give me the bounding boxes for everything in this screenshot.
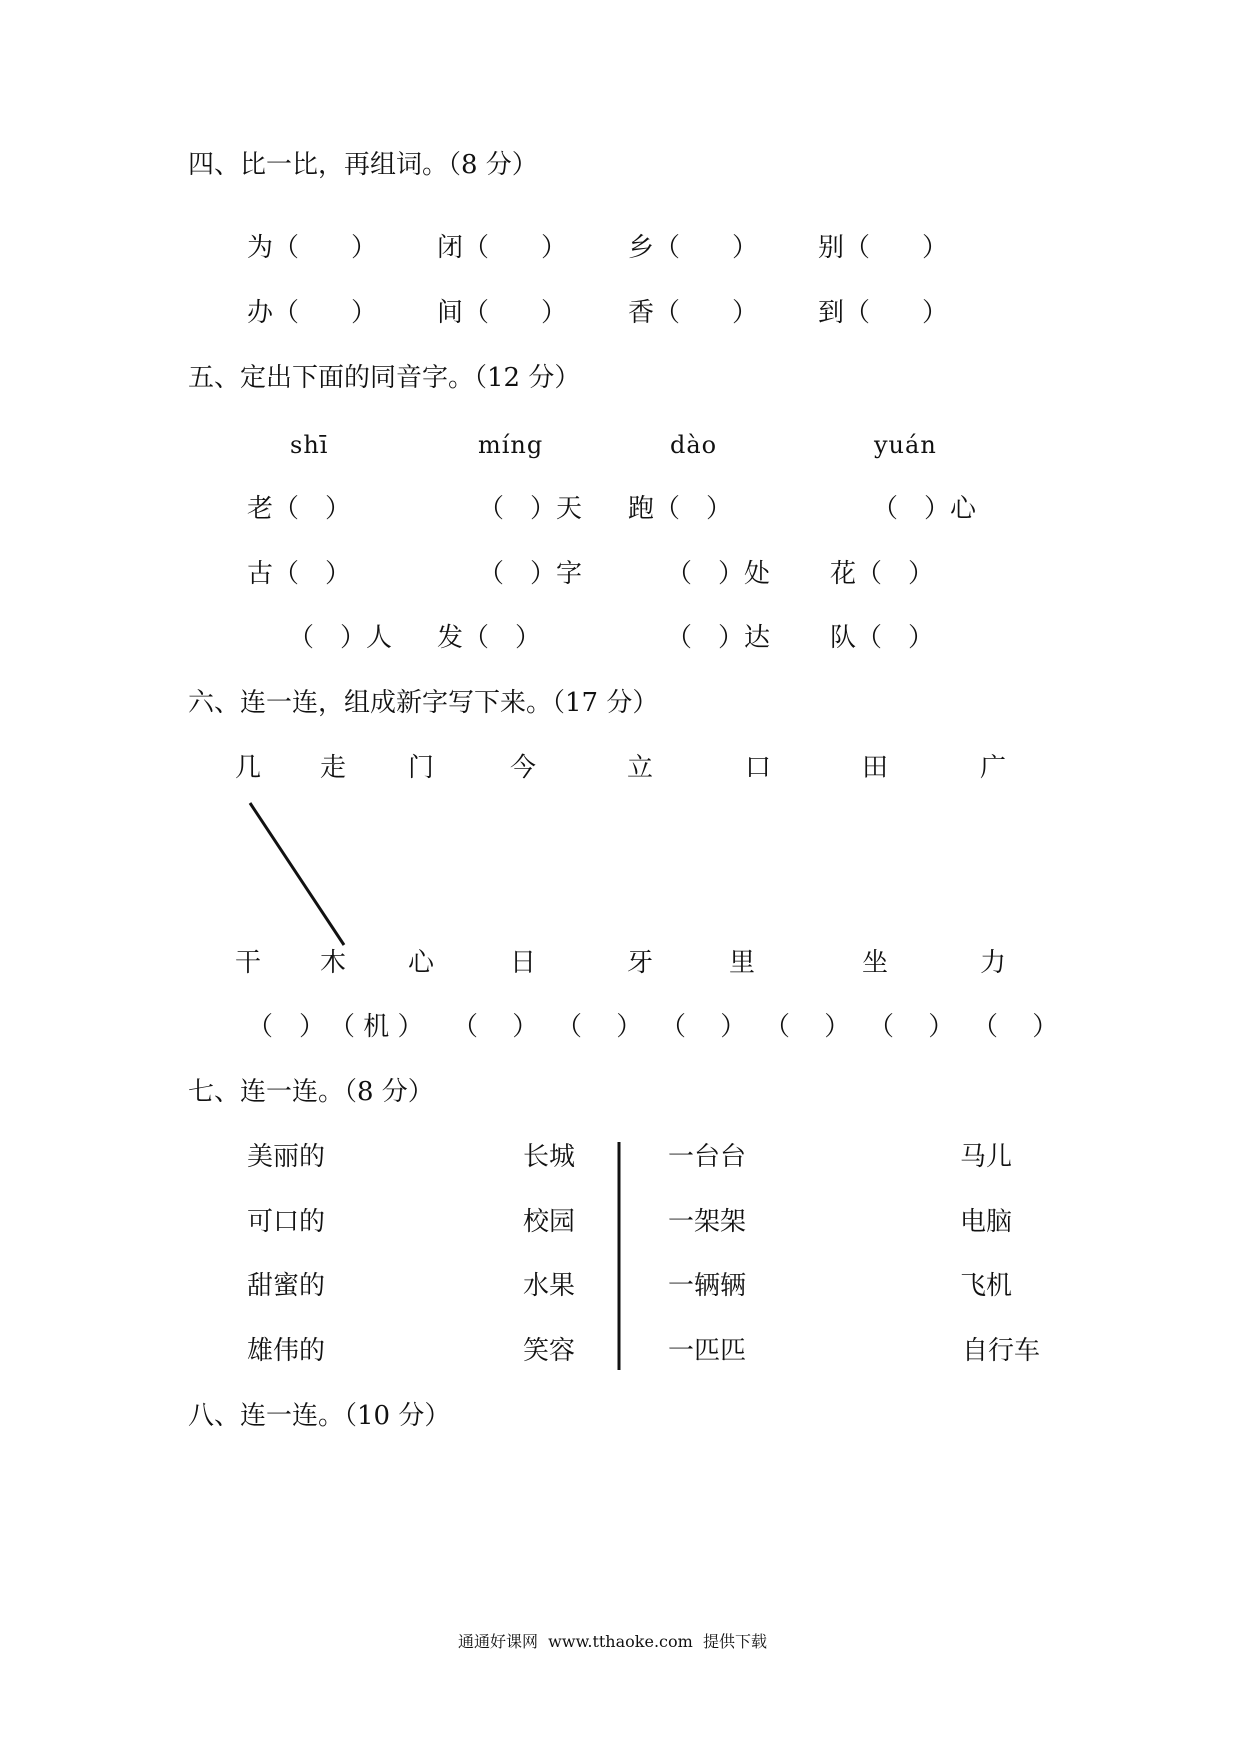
answer-slot[interactable]: （ ） [556, 1012, 643, 1042]
homophone-blank[interactable]: （ ）字 [478, 559, 583, 589]
match-item[interactable]: 可口的 [247, 1207, 326, 1237]
footer-source: 通通好课网 www.tthaoke.com 提供下载 [458, 1632, 767, 1651]
homophone-blank[interactable]: 古（ ） [247, 559, 352, 589]
word-blank[interactable]: 为（ ） [247, 233, 378, 263]
section6-heading: 六、连一连，组成新字写下来。（17 分） [188, 688, 659, 718]
answer-slot[interactable]: （ ） [972, 1012, 1059, 1042]
pinyin-label: shī [290, 431, 329, 459]
match-item[interactable]: 自行车 [962, 1336, 1041, 1366]
section4-heading: 四、比一比，再组词。（8 分） [188, 150, 538, 180]
bottom-char[interactable]: 里 [729, 948, 756, 978]
match-item[interactable]: 飞机 [960, 1271, 1013, 1301]
bottom-char[interactable]: 力 [980, 948, 1007, 978]
answer-slot[interactable]: （ ） [660, 1012, 747, 1042]
answer-slot[interactable]: （ ） [247, 1012, 326, 1042]
word-blank[interactable]: 香（ ） [628, 298, 759, 328]
word-blank[interactable]: 到（ ） [818, 298, 949, 328]
homophone-blank[interactable]: （ ）人 [288, 623, 393, 653]
bottom-char[interactable]: 坐 [862, 948, 889, 978]
match-item[interactable]: 一匹匹 [668, 1336, 747, 1366]
match-item[interactable]: 一架架 [668, 1207, 747, 1237]
top-char[interactable]: 广 [980, 753, 1007, 783]
match-item[interactable]: 电脑 [960, 1207, 1013, 1237]
homophone-blank[interactable]: （ ）心 [872, 494, 977, 524]
answer-slot[interactable]: （ ） [764, 1012, 851, 1042]
answer-slot[interactable]: （ ） [868, 1012, 955, 1042]
section8-heading: 八、连一连。（10 分） [188, 1401, 451, 1431]
connector-line [250, 803, 344, 945]
top-char[interactable]: 田 [862, 753, 889, 783]
match-item[interactable]: 一台台 [668, 1142, 747, 1172]
pinyin-label: míng [478, 431, 544, 459]
word-blank[interactable]: 闭（ ） [437, 233, 568, 263]
match-item[interactable]: 甜蜜的 [247, 1271, 326, 1301]
top-char[interactable]: 门 [408, 753, 435, 783]
match-item[interactable]: 一辆辆 [668, 1271, 747, 1301]
pinyin-label: dào [670, 431, 718, 459]
match-item[interactable]: 水果 [523, 1271, 576, 1301]
word-blank[interactable]: 办（ ） [247, 298, 378, 328]
bottom-char[interactable]: 干 [235, 948, 262, 978]
homophone-blank[interactable]: 老（ ） [247, 494, 352, 524]
match-item[interactable]: 校园 [523, 1207, 576, 1237]
homophone-blank[interactable]: 花（ ） [830, 559, 935, 589]
match-item[interactable]: 美丽的 [247, 1142, 326, 1172]
homophone-blank[interactable]: （ ）天 [478, 494, 583, 524]
homophone-blank[interactable]: 发（ ） [437, 623, 542, 653]
pinyin-label: yuán [874, 431, 937, 459]
bottom-char[interactable]: 牙 [627, 948, 654, 978]
match-item[interactable]: 雄伟的 [247, 1336, 326, 1366]
homophone-blank[interactable]: 队（ ） [830, 623, 935, 653]
answer-slot[interactable]: （ 机 ） [329, 1012, 424, 1042]
top-char[interactable]: 几 [235, 753, 262, 783]
section5-heading: 五、定出下面的同音字。（12 分） [188, 363, 581, 393]
top-char[interactable]: 走 [320, 753, 347, 783]
answer-slot[interactable]: （ ） [452, 1012, 539, 1042]
homophone-blank[interactable]: （ ）达 [666, 623, 771, 653]
match-item[interactable]: 笑容 [523, 1336, 576, 1366]
top-char[interactable]: 口 [745, 753, 772, 783]
top-char[interactable]: 今 [510, 753, 537, 783]
homophone-blank[interactable]: （ ）处 [666, 559, 771, 589]
bottom-char[interactable]: 日 [510, 948, 537, 978]
homophone-blank[interactable]: 跑（ ） [628, 494, 733, 524]
bottom-char[interactable]: 木 [320, 948, 347, 978]
word-blank[interactable]: 间（ ） [437, 298, 568, 328]
section7-heading: 七、连一连。（8 分） [188, 1077, 434, 1107]
word-blank[interactable]: 别（ ） [818, 233, 949, 263]
match-item[interactable]: 马儿 [960, 1142, 1013, 1172]
bottom-char[interactable]: 心 [408, 948, 435, 978]
match-item[interactable]: 长城 [523, 1142, 576, 1172]
word-blank[interactable]: 乡（ ） [628, 233, 759, 263]
top-char[interactable]: 立 [627, 753, 654, 783]
